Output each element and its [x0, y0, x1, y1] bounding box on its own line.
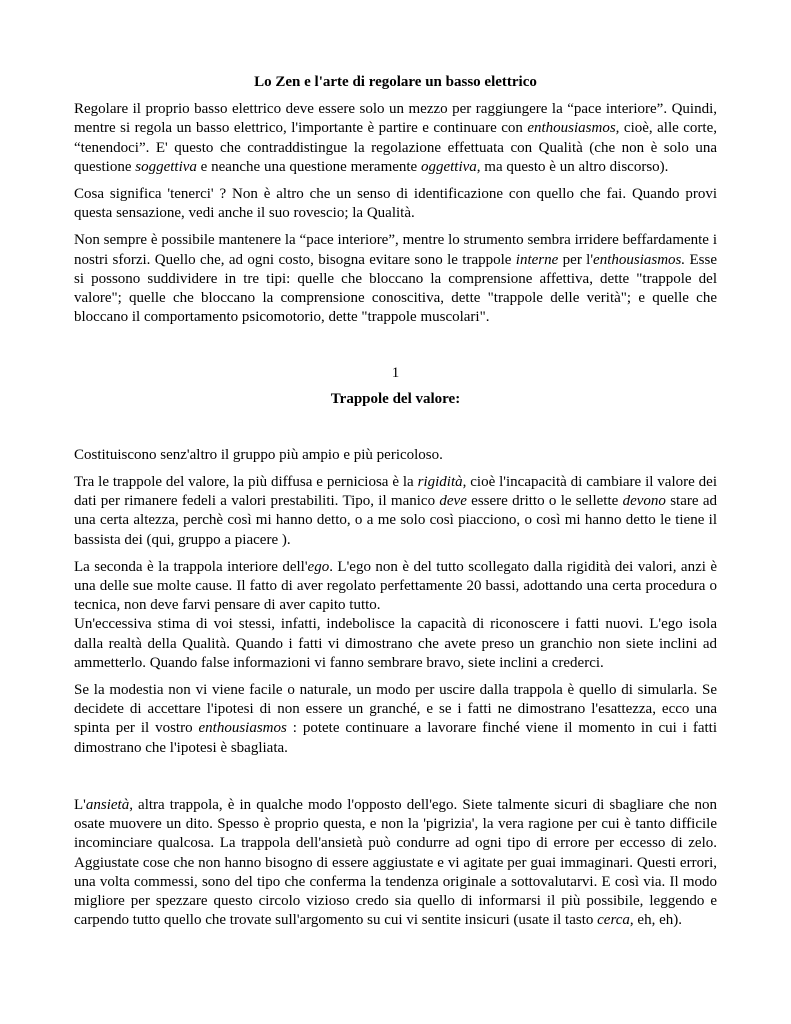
emphasis-text: deve — [439, 493, 467, 510]
section-title: Trappole del valore: — [330, 390, 461, 407]
text-run: Costituiscono senz'altro il gruppo più ampio e più pericoloso. — [74, 446, 443, 463]
emphasis-text: enthousiasmos — [198, 720, 287, 737]
emphasis-text: soggettiva — [135, 158, 197, 175]
para-intro-1 — [74, 100, 717, 177]
text-run: e neanche una questione meramente — [196, 158, 421, 175]
text-run: Regolare il proprio basso elettrico deve essere solo un mezzo per raggiungere la “pace interiore”. Quindi, mentre si regola un basso elettrico, l'importante è partire e continuare con — [74, 101, 717, 137]
text-run: . L'ego non è del tutto scollegato dalla rigidità dei valori, anzi è una delle sue molte cause. Il fatto di aver regolato perfettamente 20 bassi, adottando una certa procedura o tecnica, non deve farvi pensare di aver capito tutto. — [74, 558, 718, 614]
text-run: Non sempre è possibile mantenere la “pace interiore”, mentre lo strumento sembra irridere beffardamente i nostri sforzi. Quello che, ad ogni costo, bisogna evitare sono le trappole — [74, 232, 717, 268]
text-run: Un'eccessiva stima di voi stessi, infatti, indebolisce la capacità di riconoscere i fatti nuovi. L'ego isola dalla realtà della Qualità. Quando i fatti vi dimostrano che avete preso un granchio non siete inclini ad ammetterlo. Quando false informazioni vi fanno sembrare bravo, siete inclini a crederci. — [74, 616, 717, 671]
emphasis-text: oggettiva — [420, 158, 477, 175]
para-body-2 — [74, 473, 717, 550]
emphasis-text: interne — [515, 251, 559, 268]
text-run: per l' — [558, 251, 594, 268]
text-run: cioè, alle corte, “tenendoci”. E' questo che contraddistingue la regolazione effettuata con Qualità (che non è solo una questione — [74, 120, 717, 175]
para-body-4 — [74, 615, 717, 673]
intro-section — [74, 100, 717, 327]
section-number: 1 — [391, 365, 400, 382]
text-run: L' — [74, 796, 86, 813]
text-run: , eh, eh). — [629, 912, 682, 929]
text-run: Esse si possono suddividere in tre tipi: quelle che bloccano la comprensione affettiva, dette "trappole del valore"; quelle che bloccano la comprensione conoscitiva, dette "trappole delle verità"; e quelle che bloccano il comportamento psicomotorio, dette "trappole muscolari". — [74, 251, 717, 326]
para-body-5 — [74, 681, 717, 758]
para-body-6 — [74, 796, 717, 930]
para-body-3 — [74, 558, 717, 616]
para-body-1 — [74, 446, 717, 465]
body-section — [74, 446, 717, 930]
emphasis-text: rigidità — [417, 474, 463, 491]
text-run: : potete continuare a lavorare finché viene il momento in cui i fatti dimostrano che l'ipotesi è sbagliata. — [74, 720, 717, 756]
text-run: La seconda è la trappola interiore dell' — [74, 558, 308, 575]
text-run: Se la modestia non vi viene facile o naturale, un modo per uscire dalla trappola è quello di simularla. Se decidete di accettare l'ipotesi di non essere un granché, e se i fatti ne dimostrano l'esattezza, ecco una spinta per il vostro — [74, 682, 717, 737]
emphasis-text: ansietà — [85, 796, 130, 813]
text-run: , cioè l'incapacità di cambiare il valore dei dati per rimanere fedeli a valori prestabiliti. Tipo, il manico — [74, 474, 717, 510]
text-run: , altra trappola, è in qualche modo l'opposto dell'ego. Siete talmente sicuri di sbagliare che non osate muovere un dito. Spesso è proprio questa, e non la 'pigrizia', la vera ragione per cui è tanto difficile incominciare qualcosa. La trappola dell'ansietà può condurre ad ogni tipo di errore per eccesso di zelo. Aggiustate cose che non hanno bisogno di essere aggiustate e vi agitate per guai immaginari. Questi errori, una volta commessi, sono del tipo che conferma la tendenza originale a sottovalutarvi. E così via. Il modo migliore per spezzare questo circolo vizioso credo sia quello di informarsi il più possibile, leggendo e carpendo tutto quello che trovate sull'argomento su cui vi sentite insicuri (usate il tasto — [74, 796, 717, 929]
emphasis-text: enthousiasmos. — [593, 251, 686, 268]
emphasis-text: devono — [622, 493, 666, 510]
emphasis-text: enthousiasmos, — [527, 120, 620, 137]
text-run: Tra le trappole del valore, la più diffusa e perniciosa è la — [74, 474, 418, 491]
document-title: Lo Zen e l'arte di regolare un basso elettrico — [254, 74, 537, 90]
text-run: Cosa significa 'tenerci' ? Non è altro che un senso di identificazione con quello che fai. Quando provi questa sensazione, vedi anche il suo rovescio; la Qualità. — [74, 186, 717, 222]
text-run: , ma questo è un altro discorso). — [476, 158, 669, 175]
para-intro-2 — [74, 185, 717, 223]
emphasis-text: cerca — [597, 912, 630, 929]
text-run: stare ad una certa altezza, perchè così mi hanno detto, o a me solo così piacciono, o così mi hanno detto le tiene il bassista dei (qui, gruppo a piacere ). — [74, 493, 717, 548]
para-intro-3 — [74, 231, 717, 327]
emphasis-text: ego — [307, 558, 330, 575]
text-run: essere dritto o le sellette — [466, 493, 623, 510]
